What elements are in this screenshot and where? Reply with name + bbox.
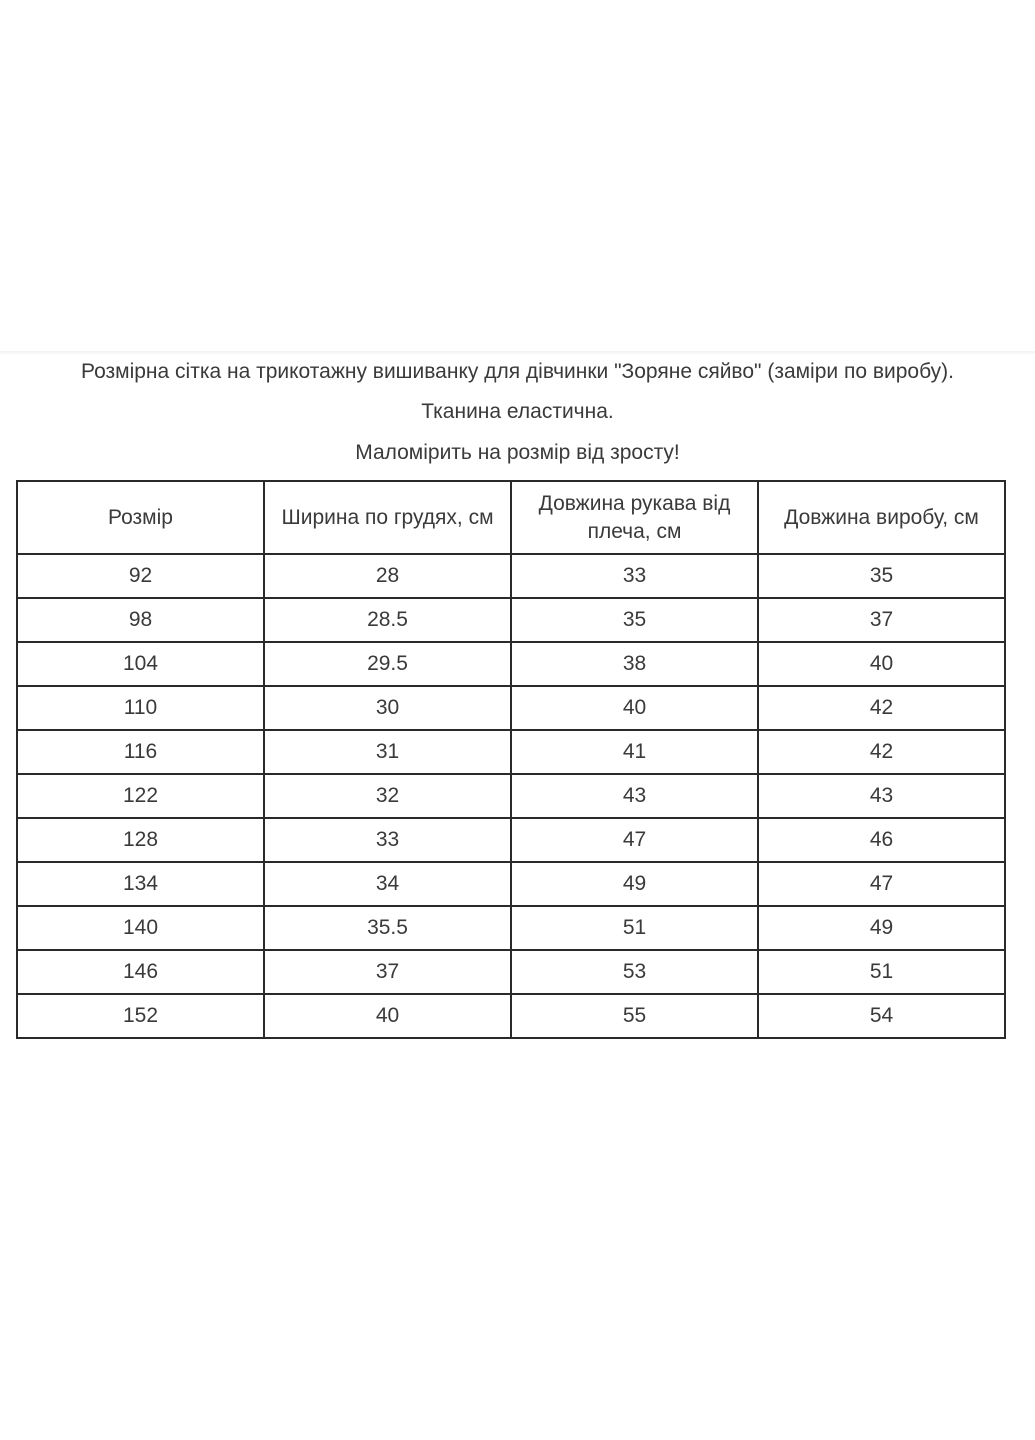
table-row xyxy=(17,950,1005,994)
cell-garment-length: 51 xyxy=(758,950,1005,994)
cell-garment-length: 43 xyxy=(758,774,1005,818)
cell-size: 104 xyxy=(17,642,264,686)
cell-size: 110 xyxy=(17,686,264,730)
cell-garment-length: 35 xyxy=(758,554,1005,598)
cell-size: 116 xyxy=(17,730,264,774)
cell-garment-length: 42 xyxy=(758,730,1005,774)
cell-sleeve-length: 38 xyxy=(511,642,758,686)
cell-size: 98 xyxy=(17,598,264,642)
cell-garment-length: 37 xyxy=(758,598,1005,642)
table-row xyxy=(17,686,1005,730)
table-body xyxy=(17,554,1005,1038)
size-chart-title: Розмірна сітка на трикотажну вишиванку для дівчинки "Зоряне сяйво" (заміри по виробу). xyxy=(80,360,954,383)
cell-chest-width: 33 xyxy=(264,818,511,862)
header-size: Розмір xyxy=(17,481,264,554)
cell-sleeve-length: 49 xyxy=(511,862,758,906)
cell-sleeve-length: 35 xyxy=(511,598,758,642)
table-row xyxy=(17,642,1005,686)
table-row xyxy=(17,818,1005,862)
cell-chest-width: 29.5 xyxy=(264,642,511,686)
cell-chest-width: 28 xyxy=(264,554,511,598)
cell-sleeve-length: 43 xyxy=(511,774,758,818)
cell-chest-width: 28.5 xyxy=(264,598,511,642)
header-chest-width: Ширина по грудях, см xyxy=(264,481,511,554)
cell-chest-width: 32 xyxy=(264,774,511,818)
cell-size: 92 xyxy=(17,554,264,598)
cell-chest-width: 30 xyxy=(264,686,511,730)
header-garment-length: Довжина виробу, см xyxy=(758,481,1005,554)
cell-chest-width: 34 xyxy=(264,862,511,906)
size-table xyxy=(16,480,1006,1039)
table-header-row xyxy=(17,481,1005,554)
cell-size: 128 xyxy=(17,818,264,862)
cell-chest-width: 40 xyxy=(264,994,511,1038)
table-row xyxy=(17,598,1005,642)
fit-note: Маломірить на розмір від зросту! xyxy=(355,441,680,464)
cell-sleeve-length: 47 xyxy=(511,818,758,862)
cell-sleeve-length: 53 xyxy=(511,950,758,994)
table-row xyxy=(17,554,1005,598)
top-divider xyxy=(0,351,1035,354)
cell-garment-length: 47 xyxy=(758,862,1005,906)
cell-size: 134 xyxy=(17,862,264,906)
cell-sleeve-length: 51 xyxy=(511,906,758,950)
table-row xyxy=(17,774,1005,818)
cell-garment-length: 49 xyxy=(758,906,1005,950)
cell-size: 140 xyxy=(17,906,264,950)
cell-garment-length: 46 xyxy=(758,818,1005,862)
table-row xyxy=(17,906,1005,950)
table-row xyxy=(17,730,1005,774)
cell-size: 152 xyxy=(17,994,264,1038)
header-sleeve-length: Довжина рукава від плеча, см xyxy=(511,481,758,554)
cell-garment-length: 42 xyxy=(758,686,1005,730)
cell-sleeve-length: 33 xyxy=(511,554,758,598)
fabric-note: Тканина еластична. xyxy=(421,400,614,423)
cell-size: 146 xyxy=(17,950,264,994)
cell-size: 122 xyxy=(17,774,264,818)
cell-chest-width: 37 xyxy=(264,950,511,994)
cell-chest-width: 35.5 xyxy=(264,906,511,950)
cell-garment-length: 54 xyxy=(758,994,1005,1038)
cell-chest-width: 31 xyxy=(264,730,511,774)
cell-sleeve-length: 40 xyxy=(511,686,758,730)
cell-sleeve-length: 41 xyxy=(511,730,758,774)
table-row xyxy=(17,862,1005,906)
cell-sleeve-length: 55 xyxy=(511,994,758,1038)
table-row xyxy=(17,994,1005,1038)
cell-garment-length: 40 xyxy=(758,642,1005,686)
